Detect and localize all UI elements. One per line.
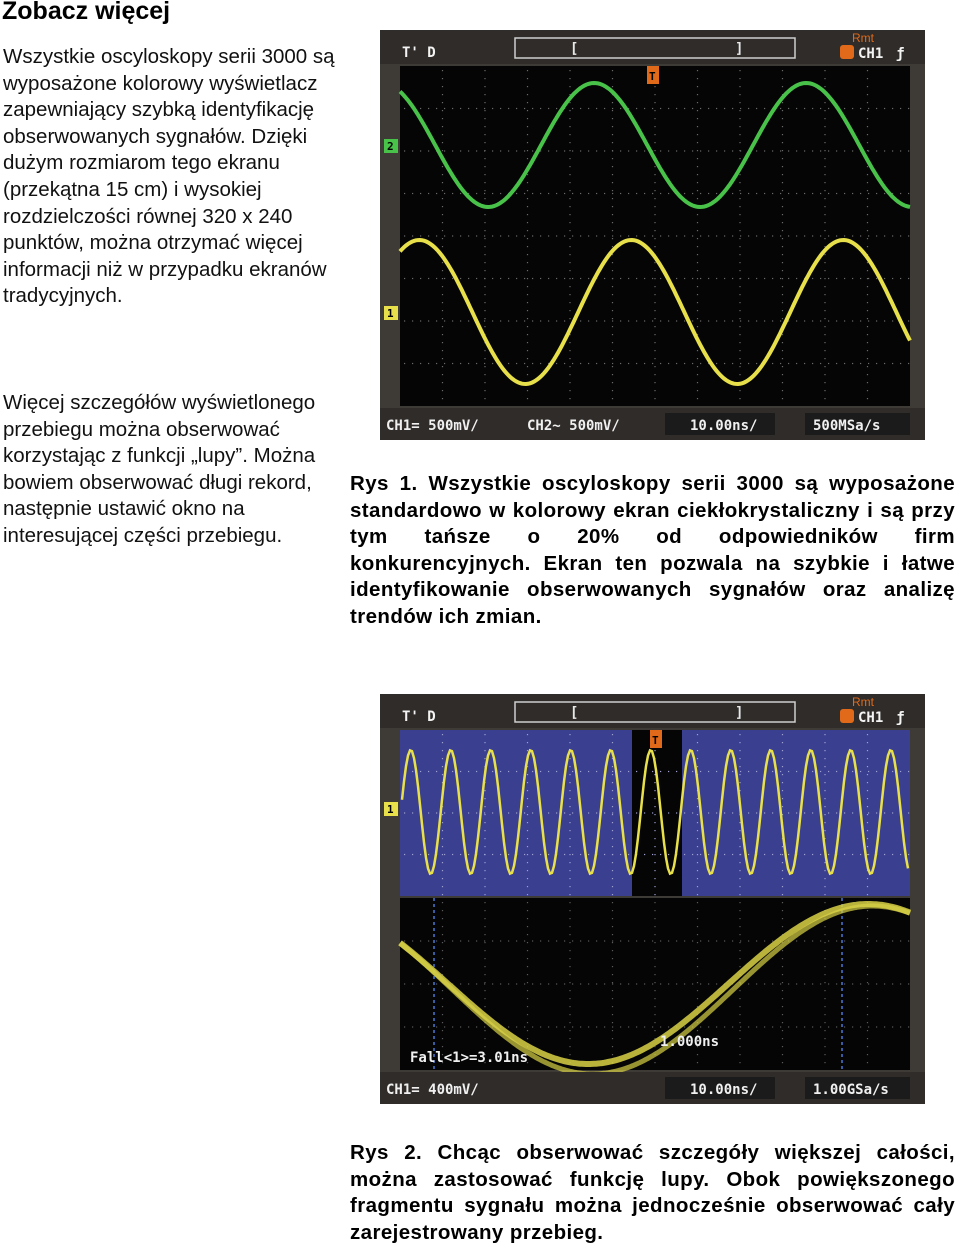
oscilloscope-screen-1	[380, 30, 925, 440]
figure-2-caption: Rys 2. Chcąc obserwować szczegóły większej całości, można zastosować funkcję lupy. Obok powiększonego fragmentu sygnału można jednocześnie obserwować cały zarejestrowany przebieg.	[350, 1141, 955, 1244]
svg-text:]: ]	[735, 705, 744, 721]
zoom-paragraph: Więcej szczegółów wyświetlonego przebiegu można obserwować korzystając z funkcji „lupy”. Można bowiem obserwować długi rekord, następnie ustawić okno na interesującej części przebiegu.	[3, 391, 316, 547]
rmt-label: Rmt	[852, 31, 874, 45]
timebase: 10.00ns/	[690, 1082, 758, 1098]
sample-rate: 1.00GSa/s	[813, 1082, 889, 1098]
oscilloscope-screen-2	[380, 694, 925, 1104]
trigger-icon	[840, 45, 854, 59]
svg-text:2: 2	[387, 140, 394, 153]
svg-text:]: ]	[735, 41, 744, 57]
svg-text:T: T	[649, 70, 656, 83]
mode-label: T' D	[402, 45, 436, 61]
timebase: 10.00ns/	[690, 418, 758, 434]
page-heading: Zobacz więcej	[2, 0, 171, 25]
svg-text:[: [	[570, 705, 579, 721]
ch2-scale: CH2~ 500mV/	[527, 418, 620, 434]
ch1-scale: CH1= 400mV/	[386, 1082, 479, 1098]
ch1-scale: CH1= 500mV/	[386, 418, 479, 434]
intro-paragraph: Wszystkie oscyloskopy serii 3000 są wyposażone kolorowy wyświetlacz zapewniający szybką identyfikację obserwowanych sygnałów. Dzięki dużym rozmiarom tego ekranu (przekątna 15 cm) i wysokiej rozdzielczości równej 320 x 240 punktów, można otrzymać więcej informacji niż w przypadku ekranów tradycyjnych.	[3, 45, 335, 308]
fall-measurement: Fall<1>=3.01ns	[410, 1050, 529, 1066]
rmt-label: Rmt	[852, 695, 874, 709]
sample-rate: 500MSa/s	[813, 418, 881, 434]
trigger-channel: CH1	[858, 710, 884, 726]
trigger-icon	[840, 709, 854, 723]
edge-icon: ƒ	[896, 46, 905, 62]
edge-icon: ƒ	[896, 710, 905, 726]
svg-text:T: T	[652, 734, 659, 747]
mode-label: T' D	[402, 709, 436, 725]
svg-text:[: [	[570, 41, 579, 57]
svg-text:1: 1	[387, 803, 394, 816]
svg-text:1: 1	[387, 307, 394, 320]
figure-1-caption: Rys 1. Wszystkie oscyloskopy serii 3000 są wyposażone standardowo w kolorowy ekran ciekłokrystaliczny i są przy tym tańsze o 20% od odpowiedników firm konkurencyjnych. Ekran ten pozwala na szybkie i łatwe identyfikowanie obserwowanych sygnałów oraz analizę trendów ich zmian.	[350, 472, 955, 628]
zoom-timebase: 1.000ns	[660, 1034, 720, 1050]
trigger-channel: CH1	[858, 46, 884, 62]
